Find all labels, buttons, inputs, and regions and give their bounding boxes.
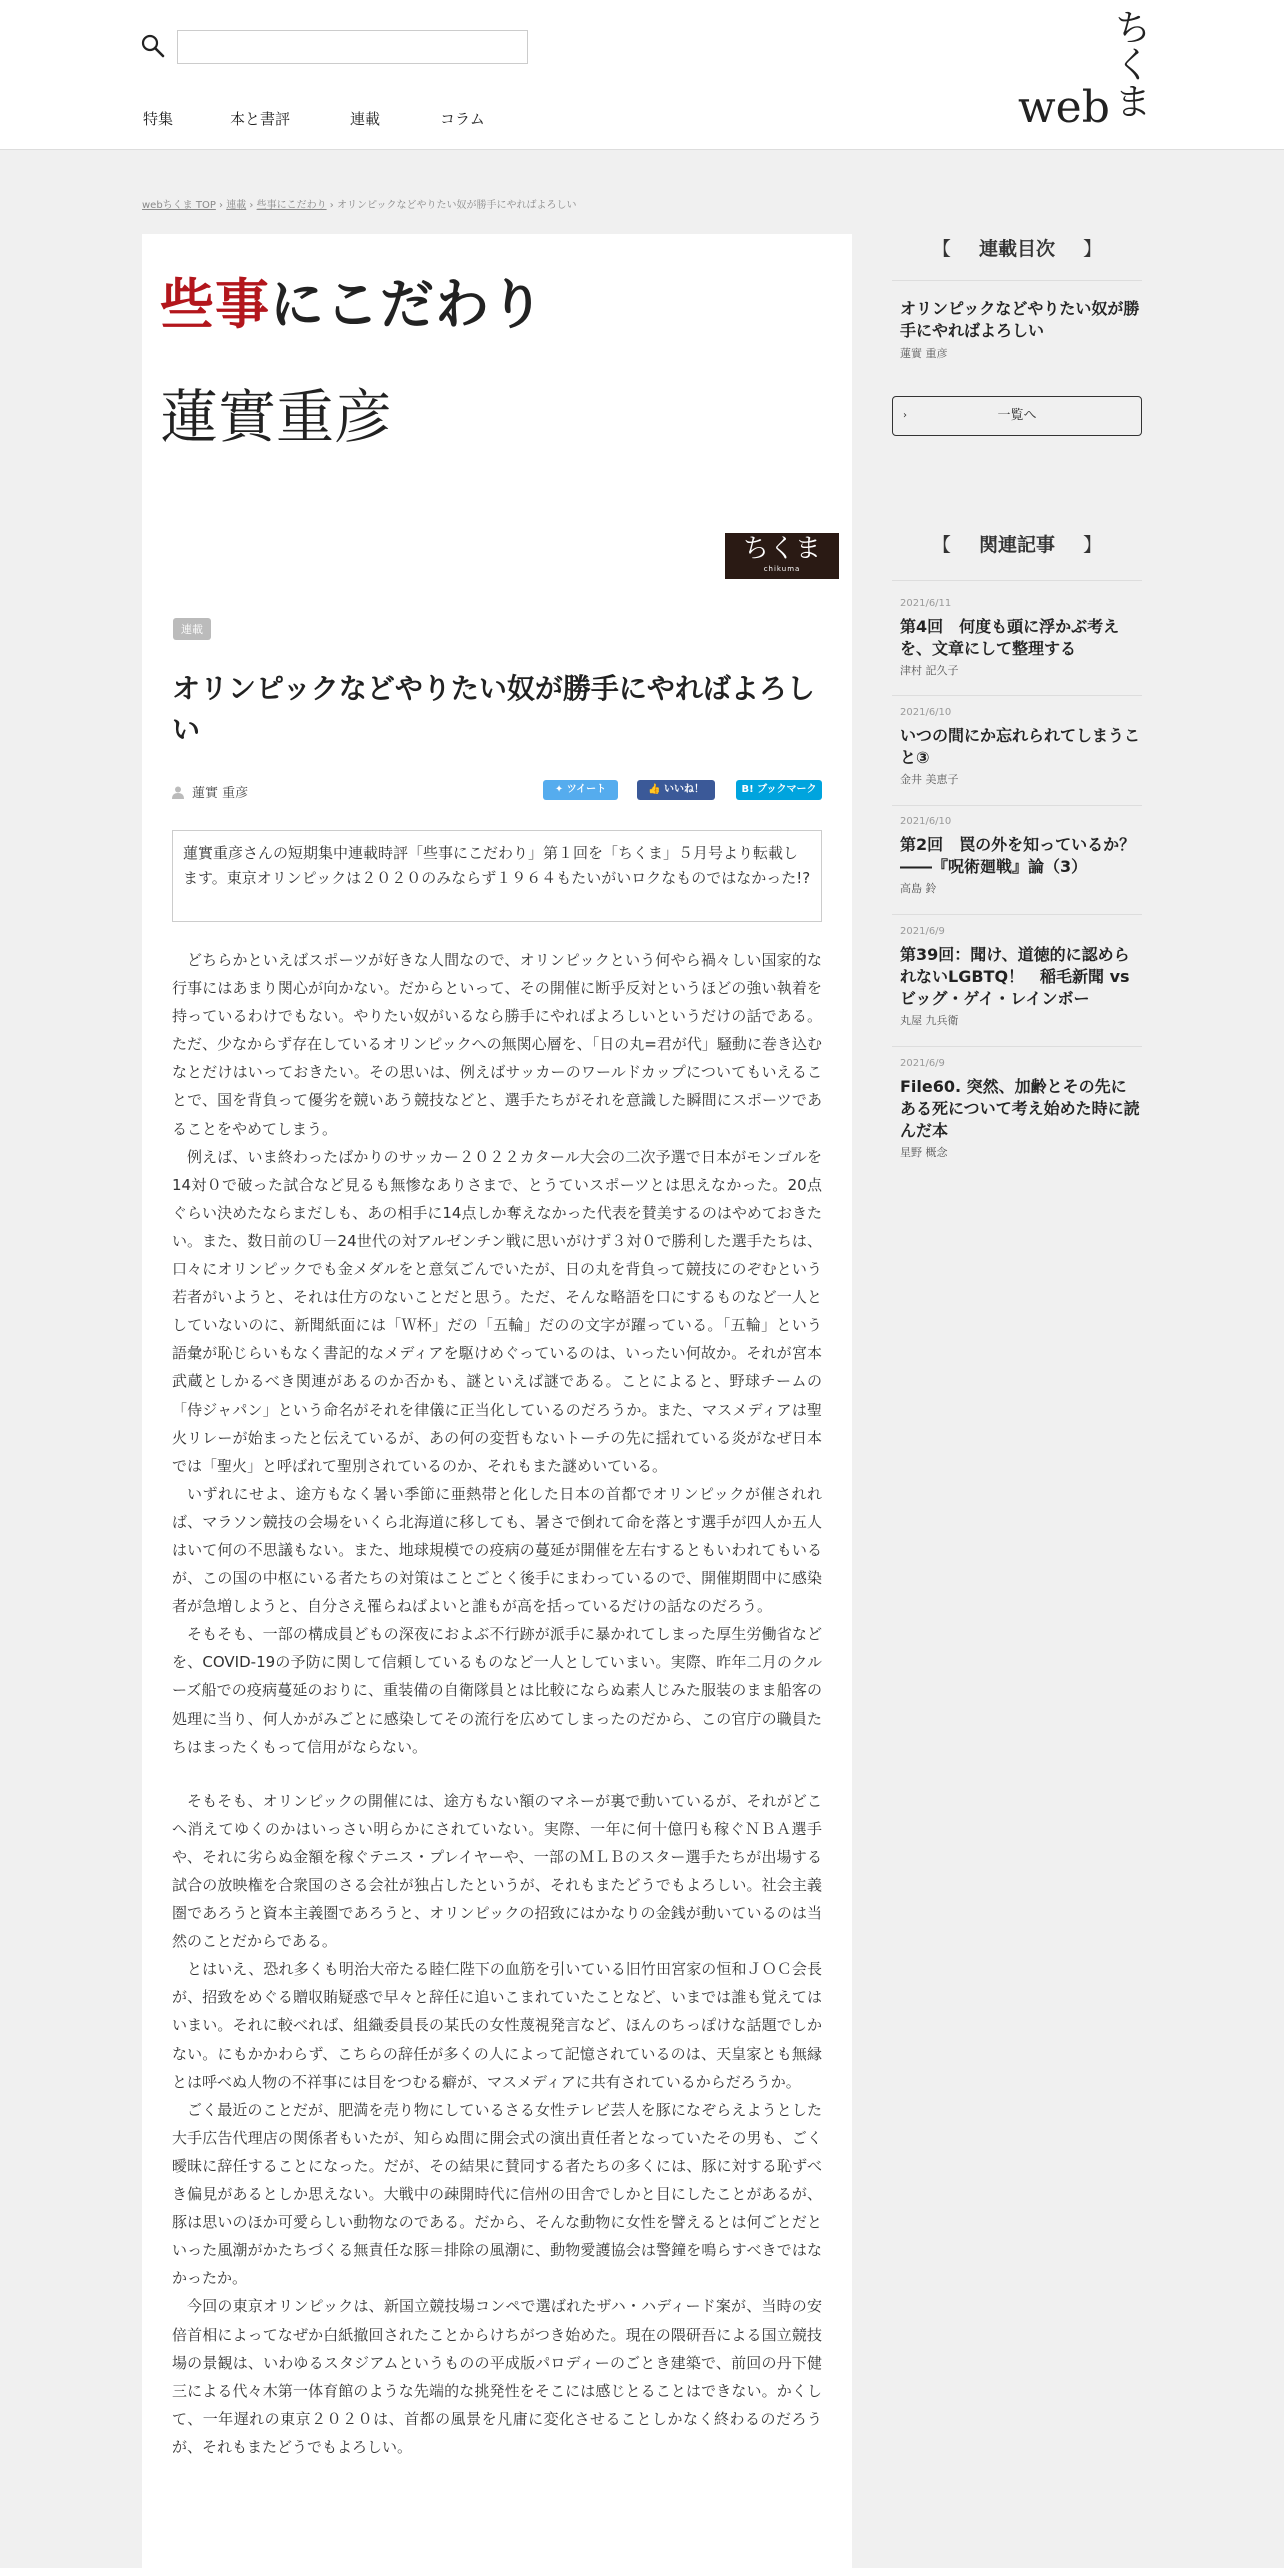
body-paragraph: とはいえ、恐れ多くも明治大帝たる睦仁陛下の血筋を引いている旧竹田宮家の恒和ＪＯＣ会長が、招致をめぐる贈収賄疑惑で早々と辞任に追いこまれていたことなど、いまでは誰も覚えてはいまい。それに較べれば、組織委員長の某氏の女性蔑視発言など、ほんのちっぽけな話題でしかない。にもかかわらず、こちらの辞任が多くの人によって記憶されているのは、天皇家とも無縁とは呼べぬ人物の不祥事には目をつむる癖が、マスメディアに共有されているからだろうか。: [172, 1960, 822, 2091]
related-author: 金井 美恵子: [900, 773, 959, 786]
related-author: 高島 鈴: [900, 882, 937, 895]
bookmark-button[interactable]: B! ブックマーク: [736, 780, 822, 800]
divider: [892, 280, 1142, 281]
logo-latin: web: [1018, 82, 1110, 133]
breadcrumb-home[interactable]: webちくま TOP: [142, 200, 216, 211]
article-title: オリンピックなどやりたい奴が勝手にやればよろしい: [172, 672, 815, 746]
body-paragraph: そもそも、オリンピックの開催には、途方もない額のマネーが裏で動いているが、それがどこへ消えてゆくのかはいっさい明らかにされていない。実際、一年に何十億円も稼ぐＮＢＡ選手や、それに劣らぬ金額を稼ぐテニス・プレイヤーや、一部のＭＬＢのスター選手たちが出場する試合の放映権を合衆国のさる会社が独占したというが、それもまたどうでもよろしい。社会主義圏であろうと資本主義圏であろうと、オリンピックの招致にはかなりの金銭が動いているのは当然のことだからである。: [172, 1791, 822, 1951]
body-paragraph: そもそも、一部の構成員どもの深夜におよぶ不行跡が派手に暴かれてしまった厚生労働省などを、COVID-19の予防に関して信頼しているものなど一人としていまい。実際、昨年二月のクルーズ船での疫病蔓延のおりに、重装備の自衛隊員とは比較にならぬ素人じみた服装のまま船客の処理に当り、何人かがみごとに感染してその流行を広めてしまったのだから、この官庁の職員たちはまったくもって信用がならない。: [172, 1625, 822, 1756]
related-title[interactable]: いつの間にか忘れられてしまうこと③: [900, 726, 1141, 767]
related-heading-label: 関連記事: [978, 534, 1055, 556]
twitter-icon: ✦: [554, 784, 564, 795]
related-date: 2021/6/10: [900, 816, 952, 827]
breadcrumb: webちくま TOP › 連載 › 些事にこだわり › オリンピックなどやりたい奴が勝手にやればよろしい: [142, 200, 577, 211]
nav-item-books[interactable]: 本と書評: [230, 110, 291, 128]
related-article[interactable]: [900, 706, 1140, 787]
related-date: 2021/6/10: [900, 707, 952, 718]
badge-text: ちくま: [742, 534, 821, 564]
divider: [892, 695, 1142, 696]
body-paragraph: ごく最近のことだが、肥満を売り物にしているさる女性テレビ芸人を豚になぞらえようとした大手広告代理店の関係者もいたが、知らぬ間に開会式の演出責任者となっていたその男も、ごく曖昧に辞任することになった。だが、その結果に賛同する者たちの多くには、豚に対する恥ずべき偏見があるとしか思えない。大戦中の疎開時代に信州の田舎でしかと目にしたことがあるが、豚は思いのほか可愛らしい動物なのである。だから、そんな動物に女性を譬えるとは何ごとだといった風潮がかたちづくる無責任な豚＝排除の風潮に、動物愛護協会は警鐘を鳴らすべきではなかったか。: [172, 2100, 822, 2288]
view-list-label: 一覧へ: [997, 408, 1037, 423]
lead-box: 蓮實重彦さんの短期集中連載時評「些事にこだわり」第１回を「ちくま」５月号より転載します。東京オリンピックは２０２０のみならず１９６４もたいがいロクなものではなかった!?: [172, 830, 822, 922]
related-title[interactable]: 第2回 罠の外を知っているか？――『呪術廻戦』論（3）: [900, 835, 1136, 876]
related-article[interactable]: [900, 815, 1140, 896]
related-author: 津村 記久子: [900, 664, 959, 677]
body-paragraph: 今回の東京オリンピックは、新国立競技場コンペで選ばれたザハ・ハディード案が、当時の安倍首相によってなぜか白紙撤回されたことからけちがつき始めた。現在の隈研吾による国立競技場の景観は、いわゆるスタジアムというものの平成版パロディーのごとき建築で、前回の丹下健三による代々木第一体育館のような先端的な挑発性をそこには感じとることはできない。かくして、一年遅れの東京２０２０は、首都の風景を凡庸に変化させることしかなく終わるのだろうが、それもまたどうでもよろしい。: [172, 2297, 822, 2456]
related-author: 丸屋 九兵衛: [900, 1014, 959, 1027]
related-date: 2021/6/9: [900, 1058, 945, 1069]
related-title[interactable]: File60. 突然、加齢とその先にある死について考え始めた時に読んだ本: [900, 1077, 1140, 1140]
related-title[interactable]: 第4回 何度も頭に浮かぶ考えを、文章にして整理する: [900, 617, 1120, 658]
divider: [892, 914, 1142, 915]
related-article[interactable]: [900, 925, 1140, 1028]
nav-item-feature[interactable]: 特集: [143, 110, 174, 128]
series-title-rest: にこだわり: [270, 272, 545, 336]
search-icon[interactable]: [140, 33, 166, 59]
chevron-right-icon: ›: [903, 410, 907, 421]
tweet-label: ツイート: [566, 784, 607, 795]
series-title: [160, 262, 545, 339]
author-name[interactable]: 蓮實 重彦: [192, 786, 249, 801]
view-list-button[interactable]: [892, 396, 1142, 436]
site-header: [0, 0, 1284, 150]
divider: [892, 1046, 1142, 1047]
toc-heading: 【 連載目次 】: [931, 238, 1103, 260]
related-article[interactable]: [900, 1057, 1140, 1160]
chikuma-logo-badge: [725, 533, 839, 579]
divider: [892, 580, 1142, 581]
related-date: 2021/6/11: [900, 598, 952, 609]
logo-kana: ちくま: [1114, 8, 1151, 123]
toc-heading-label: 連載目次: [978, 238, 1055, 260]
thumbs-up-icon: 👍: [648, 784, 661, 795]
nav-item-series[interactable]: 連載: [350, 110, 381, 128]
nav-item-column[interactable]: コラム: [440, 110, 485, 128]
related-author: 星野 概念: [900, 1146, 948, 1159]
series-author: 蓮實重彦: [160, 383, 393, 451]
toc-item-title[interactable]: オリンピックなどやりたい奴が勝手にやればよろしい: [900, 299, 1140, 340]
author-row: [172, 782, 248, 801]
person-icon: [172, 786, 184, 799]
related-article[interactable]: [900, 597, 1140, 678]
like-button[interactable]: [637, 780, 715, 800]
body-paragraph: どちらかといえばスポーツが好きな人間なので、オリンピックという何やら禍々しい国家的な行事にはあまり関心が向かない。だからといって、その開催に断乎反対というほどの強い執着を持っているわけでもない。やりたい奴がいるなら勝手にやればよろしいというだけの話である。ただ、少なからず存在しているオリンピックへの無関心層を、「日の丸=君が代」騒動に巻き込むなとだけはいっておきたい。その思いは、例えばサッカーのワールドカップについてもいえることで、国を背負って優劣を競いあう競技などと、選手たちがそれを意識した瞬間にスポーツであることをやめてしまう。: [172, 951, 822, 1138]
toc-item-author: 蓮實 重彦: [900, 347, 948, 360]
breadcrumb-current: オリンピックなどやりたい奴が勝手にやればよろしい: [336, 200, 577, 211]
tweet-button[interactable]: [543, 780, 618, 800]
like-label: いいね！: [663, 784, 704, 795]
search-input[interactable]: [177, 30, 528, 64]
breadcrumb-column[interactable]: 些事にこだわり: [256, 200, 327, 211]
related-title[interactable]: 第39回：聞け、道徳的に認められないLGBTQ！ 稲毛新聞 vs ビッグ・ゲイ・レインボー: [900, 945, 1130, 1008]
site-logo[interactable]: [1018, 8, 1151, 133]
related-heading: 【 関連記事 】: [931, 534, 1103, 556]
body-paragraph: いずれにせよ、途方もなく暑い季節に亜熱帯と化した日本の首都でオリンピックが催されれば、マラソン競技の会場をいくら北海道に移しても、暑さで倒れて命を落とす選手が四人か五人はいて何の不思議もない。また、地球規模での疫病の蔓延が開催を左右するともいわれてもいるが、この国の中枢にいる者たちの対策はことごとく後手にまわっているので、開催期間中に感染者が急増しようと、自分さえ罹らねばよいと誰もが高を括っているだけの話なのだろう。: [172, 1484, 822, 1616]
breadcrumb-series[interactable]: 連載: [226, 200, 247, 211]
badge-subtext: chikuma: [763, 565, 801, 573]
article-body: [172, 946, 822, 2461]
category-tag[interactable]: 連載: [173, 618, 211, 640]
series-title-red: 些事: [160, 272, 270, 336]
body-paragraph: 例えば、いま終わったばかりのサッカー２０２２カタール大会の二次予選で日本がモンゴルを14対０で破った試合など見るも無惨なありさまで、とうていスポーツとは思えなかった。20点ぐらい決めたならまだしも、あの相手に14点しか奪えなかった代表を賛美するのはやめておきたい。また、数日前のＵ－24世代の対アルゼンチン戦に思いがけず３対０で勝利した選手たちは、口々にオリンピックでも金メダルをと意気ごんでいたが、日の丸を背負って競技にのぞむという若者がいようと、それは仕方のないことだと思う。ただ、そんな略語を口にするものなど一人としていないのに、新聞紙面には「Ｗ杯」だの「五輪」だのの文字が躍っている。「五輪」という語彙が恥じらいもなく書記的なメディアを駆けめぐっているのは、いったい何故か。それが宮本武蔵としかるべき関連があるのか否かも、謎といえば謎である。ことによると、野球チームの「侍ジャパン」という命名がそれを律儀に正当化しているのだろうか。また、マスメディアは聖火リレーが始まったと伝えているが、あの何の変哲もないトーチの先に揺れている炎がなぜ日本では「聖火」と呼ばれて聖別されているのか、それもまた謎めいている。: [172, 1147, 822, 1475]
related-date: 2021/6/9: [900, 926, 945, 937]
divider: [892, 805, 1142, 806]
